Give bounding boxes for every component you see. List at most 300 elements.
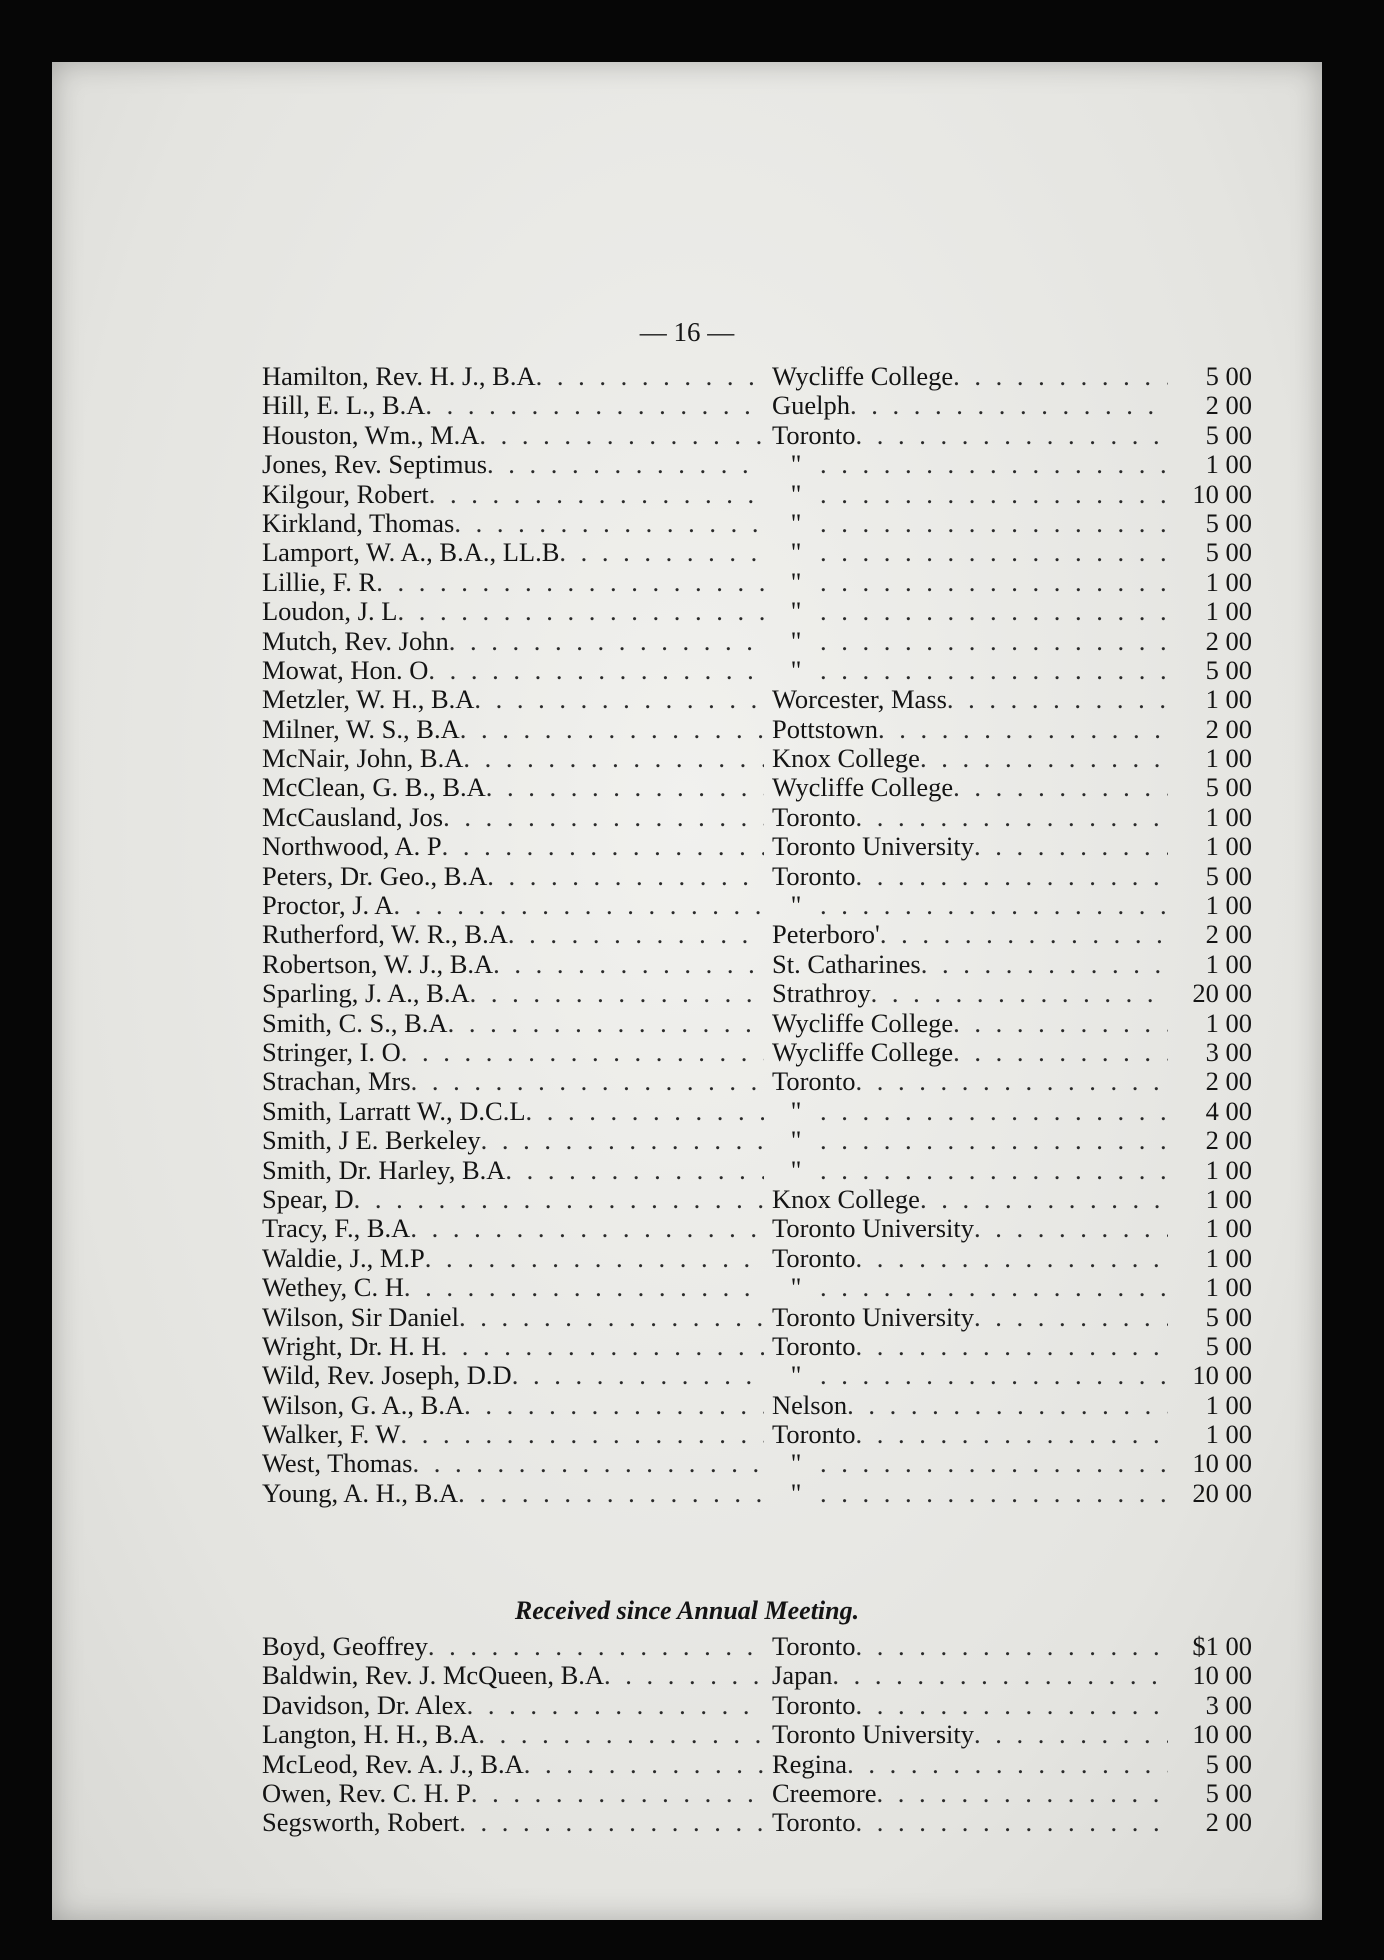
dot-leader: [820, 568, 1168, 597]
subscriber-amount: 5 00: [1205, 361, 1252, 391]
subscriber-place-cell: [772, 803, 1168, 832]
subscriber-place-cell: [772, 1303, 1168, 1332]
subscriber-place: ": [790, 1096, 802, 1126]
subscriber-name: Strachan, Mrs: [262, 1067, 411, 1097]
subscriber-name-cell: [262, 1303, 764, 1332]
subscriber-amount: 2 00: [1205, 390, 1252, 421]
subscriber-name: Young, A. H., B.A: [262, 1478, 459, 1508]
subscriber-name: Tracy, F., B.A: [262, 1214, 411, 1244]
subscriber-name: Sparling, J. A., B.A: [262, 979, 470, 1009]
subscriber-amount: 1 00: [1205, 948, 1252, 979]
dot-leader: [454, 509, 764, 538]
subscriber-name: Lillie, F. R: [262, 567, 377, 597]
dot-leader: [425, 391, 764, 420]
dot-leader: [467, 1691, 764, 1720]
subscriber-place: Toronto University: [772, 1720, 975, 1750]
subscriber-place: ": [790, 1449, 802, 1479]
dot-leader: [536, 362, 764, 391]
subscriber-place: Worcester, Mass: [772, 685, 947, 715]
subscriber-name: Metzler, W. H., B.A: [262, 685, 475, 715]
subscriber-name-cell: [262, 950, 764, 979]
dot-leader: [441, 1332, 764, 1361]
subscriber-amount: 1 00: [1205, 801, 1252, 832]
subscriber-name: Smith, Larratt W., D.C.L: [262, 1096, 526, 1126]
subscriber-place: ": [790, 479, 802, 509]
dot-leader: [449, 627, 764, 656]
list-item: [262, 1214, 1252, 1243]
dot-leader: [856, 1332, 1168, 1361]
subscriber-name: Smith, Dr. Harley, B.A: [262, 1155, 506, 1185]
subscriber-name-cell: [262, 1779, 764, 1808]
dot-leader: [443, 803, 764, 832]
dot-leader: [470, 979, 764, 1008]
subscriber-place-cell: [772, 1391, 1168, 1420]
dot-leader: [820, 627, 1168, 656]
list-item: [262, 1185, 1252, 1214]
list-item: [262, 362, 1252, 391]
subscriber-place-cell: [772, 1126, 1168, 1155]
subscriber-name: Wild, Rev. Joseph, D.D: [262, 1361, 512, 1391]
subscriber-amount: 1 00: [1205, 831, 1252, 862]
dot-leader: [850, 391, 1168, 420]
subscriber-place: ": [790, 1273, 802, 1303]
subscriber-place-cell: [772, 1661, 1168, 1690]
list-item: [262, 391, 1252, 420]
subscriber-amount: 10 00: [1192, 1360, 1252, 1391]
subscriber-name: Owen, Rev. C. H. P: [262, 1778, 471, 1808]
subscriber-amount: 3 00: [1205, 1689, 1252, 1720]
dot-leader: [921, 950, 1168, 979]
subscriber-name-cell: [262, 1661, 764, 1690]
dot-leader: [442, 832, 764, 861]
dot-leader: [474, 685, 764, 714]
subscriber-place-cell: [772, 1332, 1168, 1361]
subscriber-name: Wilson, Sir Daniel: [262, 1302, 459, 1332]
dot-leader: [448, 1009, 764, 1038]
subscriber-amount: 1 00: [1205, 1007, 1252, 1038]
list-item: [262, 1808, 1252, 1837]
subscriber-place: ": [790, 450, 802, 480]
subscriber-amount: 2 00: [1205, 919, 1252, 950]
subscriber-place-cell: [772, 509, 1168, 538]
dot-leader: [512, 1361, 764, 1390]
subscriber-place-cell: [772, 1720, 1168, 1749]
subscriber-name-cell: [262, 450, 764, 479]
subscriber-place-cell: [772, 920, 1168, 949]
subscriber-amount: 1 00: [1205, 1272, 1252, 1303]
dot-leader: [505, 1156, 764, 1185]
dot-leader: [481, 1126, 764, 1155]
subscriber-place: Toronto: [772, 1331, 856, 1361]
subscriber-name-cell: [262, 480, 764, 509]
dot-leader: [871, 979, 1168, 1008]
subscriber-place-cell: [772, 1244, 1168, 1273]
subscriber-place-cell: [772, 1067, 1168, 1096]
subscriber-name: Wethey, C. H: [262, 1273, 404, 1303]
subscriber-name-cell: [262, 803, 764, 832]
subscriber-name: Proctor, J. A: [262, 891, 394, 921]
subscriber-name-cell: [262, 1067, 764, 1096]
subscriber-place-cell: [772, 773, 1168, 802]
list-item: [262, 1391, 1252, 1420]
subscriber-place: Toronto: [772, 861, 856, 891]
subscriber-name-cell: [262, 656, 764, 685]
subscriber-place: ": [790, 1361, 802, 1391]
subscriber-name-cell: [262, 1244, 764, 1273]
subscriber-place: Wycliffe College: [772, 1037, 954, 1067]
subscriber-name-cell: [262, 509, 764, 538]
subscriber-name-cell: [262, 1479, 764, 1508]
subscriber-amount: 5 00: [1205, 772, 1252, 803]
subscriber-amount: 1 00: [1205, 449, 1252, 480]
dot-leader: [953, 1038, 1168, 1067]
subscriber-place-cell: [772, 656, 1168, 685]
dot-leader: [920, 1185, 1168, 1214]
subscriber-name-cell: [262, 1097, 764, 1126]
subscriber-name-cell: [262, 862, 764, 891]
subscriber-amount: 2 00: [1205, 713, 1252, 744]
dot-leader: [463, 744, 764, 773]
subscriber-name-cell: [262, 1391, 764, 1420]
subscriber-name: Hill, E. L., B.A: [262, 391, 426, 421]
subscriber-name-cell: [262, 421, 764, 450]
subscriber-name-cell: [262, 1185, 764, 1214]
subscriber-name: Langton, H. H., B.A: [262, 1720, 479, 1750]
subscriber-place-cell: [772, 421, 1168, 450]
subscriber-amount: 5 00: [1205, 537, 1252, 568]
subscriber-amount: 2 00: [1205, 1125, 1252, 1156]
dot-leader: [493, 950, 764, 979]
subscriber-amount: 20 00: [1192, 1477, 1252, 1508]
subscriber-amount: 5 00: [1205, 1301, 1252, 1332]
subscriber-name: Jones, Rev. Septimus: [262, 450, 488, 480]
subscriber-name-cell: [262, 685, 764, 714]
subscriber-place: Toronto University: [772, 1214, 975, 1244]
subscriber-amount: 10 00: [1192, 1448, 1252, 1479]
subscriber-name: Davidson, Dr. Alex: [262, 1690, 467, 1720]
subscriber-place-cell: [772, 832, 1168, 861]
document-page: [52, 62, 1322, 1920]
dot-leader: [460, 715, 764, 744]
list-item: [262, 832, 1252, 861]
subscriber-name: McClean, G. B., B.A: [262, 773, 486, 803]
section-heading: Received since Annual Meeting.: [514, 1596, 860, 1625]
dot-leader: [412, 1449, 764, 1478]
subscriber-name-cell: [262, 1420, 764, 1449]
subscriber-name: Kilgour, Robert: [262, 479, 429, 509]
subscriber-amount: 1 00: [1205, 890, 1252, 921]
dot-leader: [856, 1244, 1168, 1273]
subscriber-place-cell: [772, 1479, 1168, 1508]
subscriber-name-cell: [262, 1332, 764, 1361]
dot-leader: [471, 1779, 764, 1808]
dot-leader: [820, 1361, 1168, 1390]
subscriber-amount: 5 00: [1205, 1777, 1252, 1808]
subscriber-name: McNair, John, B.A: [262, 744, 464, 774]
subscriber-amount: $1 00: [1192, 1631, 1252, 1661]
subscriber-name: Baldwin, Rev. J. McQueen, B.A: [262, 1661, 605, 1691]
list-item: [262, 1449, 1252, 1478]
subscriber-name-cell: [262, 773, 764, 802]
dot-leader: [947, 685, 1168, 714]
subscriber-name: Houston, Wm., M.A: [262, 420, 480, 450]
subscriber-name: Wright, Dr. H. H: [262, 1331, 441, 1361]
dot-leader: [856, 1632, 1168, 1661]
dot-leader: [856, 1691, 1168, 1720]
subscriber-place-cell: [772, 685, 1168, 714]
page-number: — 16 —: [639, 317, 735, 347]
subscriber-place: ": [790, 508, 802, 538]
subscriber-place: Wycliffe College: [772, 362, 954, 391]
subscriber-amount: 5 00: [1205, 1748, 1252, 1779]
list-item: [262, 744, 1252, 773]
since-subscriber-list: [262, 1632, 1252, 1838]
subscriber-place: Peterboro': [772, 920, 880, 950]
subscriber-name-cell: [262, 715, 764, 744]
list-item: [262, 1009, 1252, 1038]
subscriber-amount: 1 00: [1205, 1183, 1252, 1214]
list-item: [262, 597, 1252, 626]
subscriber-amount: 2 00: [1205, 1807, 1252, 1838]
subscriber-name: McLeod, Rev. A. J., B.A: [262, 1749, 524, 1779]
subscriber-list: [262, 362, 1252, 1508]
dot-leader: [397, 597, 764, 626]
dot-leader: [820, 1479, 1168, 1508]
list-item: [262, 685, 1252, 714]
subscriber-name: Walker, F. W: [262, 1420, 401, 1450]
subscriber-place: ": [790, 1126, 802, 1156]
subscriber-place-cell: [772, 1632, 1168, 1661]
dot-leader: [404, 1273, 764, 1302]
list-item: [262, 1779, 1252, 1808]
subscriber-name-cell: [262, 362, 764, 391]
subscriber-place-cell: [772, 627, 1168, 656]
list-item: [262, 773, 1252, 802]
subscriber-place-cell: [772, 1273, 1168, 1302]
list-item: [262, 1479, 1252, 1508]
subscriber-name: Segsworth, Robert: [262, 1808, 460, 1838]
subscriber-amount: 2 00: [1205, 625, 1252, 656]
subscriber-name-cell: [262, 1361, 764, 1390]
dot-leader: [856, 803, 1168, 832]
dot-leader: [974, 1303, 1168, 1332]
subscriber-name: Smith, J E. Berkeley: [262, 1126, 481, 1156]
subscriber-name-cell: [262, 1038, 764, 1067]
subscriber-place-cell: [772, 538, 1168, 567]
list-item: [262, 803, 1252, 832]
subscriber-amount: 1 00: [1205, 1419, 1252, 1450]
dot-leader: [479, 421, 764, 450]
subscriber-name-cell: [262, 1273, 764, 1302]
dot-leader: [974, 832, 1168, 861]
dot-leader: [401, 1038, 764, 1067]
dot-leader: [429, 480, 764, 509]
subscriber-place: Toronto University: [772, 832, 975, 862]
list-item: [262, 920, 1252, 949]
subscriber-name-cell: [262, 1156, 764, 1185]
dot-leader: [878, 715, 1168, 744]
subscriber-place-cell: [772, 715, 1168, 744]
subscriber-place-cell: [772, 891, 1168, 920]
subscriber-place: Regina: [772, 1749, 848, 1779]
subscriber-place: Toronto: [772, 802, 856, 832]
list-item: [262, 509, 1252, 538]
list-item: [262, 1126, 1252, 1155]
dot-leader: [832, 1661, 1168, 1690]
subscriber-name: Wilson, G. A., B.A: [262, 1390, 465, 1420]
subscriber-name-cell: [262, 391, 764, 420]
subscriber-place: Strathroy: [772, 979, 871, 1009]
subscriber-name: Kirkland, Thomas: [262, 508, 455, 538]
subscriber-place: ": [790, 1155, 802, 1185]
subscriber-name: McCausland, Jos: [262, 802, 444, 832]
dot-leader: [820, 656, 1168, 685]
subscriber-name: Stringer, I. O: [262, 1037, 401, 1067]
dot-leader: [393, 891, 764, 920]
list-item: [262, 891, 1252, 920]
dot-leader: [820, 1097, 1168, 1126]
subscriber-amount: 1 00: [1205, 684, 1252, 715]
list-item: [262, 1273, 1252, 1302]
subscriber-place: ": [790, 538, 802, 568]
subscriber-name: Peters, Dr. Geo., B.A: [262, 861, 488, 891]
subscriber-amount: 1 00: [1205, 1213, 1252, 1244]
subscriber-amount: 10 00: [1192, 1719, 1252, 1750]
dot-leader: [820, 1156, 1168, 1185]
dot-leader: [856, 421, 1168, 450]
dot-leader: [487, 862, 764, 891]
list-item: [262, 979, 1252, 1008]
subscriber-amount: 5 00: [1205, 419, 1252, 450]
subscriber-place: ": [790, 567, 802, 597]
dot-leader: [920, 744, 1168, 773]
dot-leader: [856, 1067, 1168, 1096]
dot-leader: [953, 773, 1168, 802]
subscriber-place-cell: [772, 1361, 1168, 1390]
subscriber-place-cell: [772, 597, 1168, 626]
subscriber-place: Pottstown: [772, 714, 879, 744]
subscriber-amount: 1 00: [1205, 1389, 1252, 1420]
subscriber-place-cell: [772, 1185, 1168, 1214]
subscriber-name: Milner, W. S., B.A: [262, 714, 460, 744]
dot-leader: [880, 920, 1168, 949]
subscriber-place: ": [790, 655, 802, 685]
subscriber-name: Lamport, W. A., B.A., LL.B: [262, 538, 560, 568]
list-item: [262, 1332, 1252, 1361]
dot-leader: [856, 1808, 1168, 1837]
list-item: [262, 568, 1252, 597]
subscriber-place: Toronto: [772, 420, 856, 450]
dot-leader: [820, 509, 1168, 538]
subscriber-place: Toronto: [772, 1243, 856, 1273]
subscriber-amount: 5 00: [1205, 654, 1252, 685]
subscriber-name-cell: [262, 538, 764, 567]
dot-leader: [411, 1067, 764, 1096]
subscriber-name-cell: [262, 597, 764, 626]
list-item: [262, 1632, 1252, 1661]
list-item: [262, 1156, 1252, 1185]
subscriber-name-cell: [262, 920, 764, 949]
subscriber-name: Waldie, J., M.P: [262, 1243, 425, 1273]
list-item: [262, 1038, 1252, 1067]
subscriber-place-cell: [772, 1097, 1168, 1126]
dot-leader: [820, 597, 1168, 626]
list-item: [262, 1361, 1252, 1390]
subscriber-name: Rutherford, W. R., B.A: [262, 920, 508, 950]
subscriber-place: Toronto: [772, 1420, 856, 1450]
subscriber-name: Loudon, J. L: [262, 597, 398, 627]
subscriber-amount: 20 00: [1192, 978, 1252, 1009]
subscriber-place-cell: [772, 480, 1168, 509]
subscriber-amount: 1 00: [1205, 566, 1252, 597]
dot-leader: [974, 1720, 1168, 1749]
subscriber-amount: 5 00: [1205, 860, 1252, 891]
subscriber-place-cell: [772, 1214, 1168, 1243]
subscriber-place: Toronto University: [772, 1302, 975, 1332]
dot-leader: [410, 1214, 764, 1243]
dot-leader: [876, 1779, 1168, 1808]
dot-leader: [428, 1632, 764, 1661]
subscriber-name-cell: [262, 891, 764, 920]
subscriber-name-cell: [262, 1449, 764, 1478]
list-item: [262, 450, 1252, 479]
subscriber-amount: 1 00: [1205, 743, 1252, 774]
dot-leader: [458, 1479, 764, 1508]
subscriber-name-cell: [262, 979, 764, 1008]
dot-leader: [425, 1244, 764, 1273]
subscriber-place: Toronto: [772, 1632, 856, 1661]
subscriber-place-cell: [772, 1156, 1168, 1185]
subscriber-place: ": [790, 597, 802, 627]
subscriber-place-cell: [772, 862, 1168, 891]
subscriber-place: Knox College: [772, 1184, 920, 1214]
dot-leader: [820, 450, 1168, 479]
subscriber-name-cell: [262, 568, 764, 597]
subscriber-place-cell: [772, 979, 1168, 1008]
subscriber-name: Northwood, A. P: [262, 832, 442, 862]
subscriber-place: Wycliffe College: [772, 1008, 954, 1038]
dot-leader: [459, 1808, 764, 1837]
list-item: [262, 1420, 1252, 1449]
dot-leader: [459, 1303, 764, 1332]
dot-leader: [847, 1391, 1168, 1420]
subscriber-place: St. Catharines: [772, 949, 921, 979]
dot-leader: [856, 862, 1168, 891]
dot-leader: [487, 450, 764, 479]
subscriber-amount: 10 00: [1192, 1660, 1252, 1691]
list-item: [262, 656, 1252, 685]
subscriber-place: ": [790, 626, 802, 656]
dot-leader: [526, 1097, 764, 1126]
subscriber-place: Nelson: [772, 1390, 848, 1420]
list-item: [262, 1067, 1252, 1096]
subscriber-place-cell: [772, 1449, 1168, 1478]
subscriber-name: Smith, C. S., B.A: [262, 1008, 448, 1038]
list-item: [262, 1691, 1252, 1720]
subscriber-place: Guelph: [772, 391, 851, 421]
subscriber-name-cell: [262, 1632, 764, 1661]
subscriber-place-cell: [772, 1038, 1168, 1067]
dot-leader: [820, 480, 1168, 509]
subscriber-amount: 5 00: [1205, 1330, 1252, 1361]
list-item: [262, 1720, 1252, 1749]
subscriber-amount: 3 00: [1205, 1036, 1252, 1067]
list-item: [262, 538, 1252, 567]
subscriber-name: West, Thomas: [262, 1449, 413, 1479]
list-item: [262, 1303, 1252, 1332]
subscriber-place-cell: [772, 1808, 1168, 1837]
list-item: [262, 1097, 1252, 1126]
